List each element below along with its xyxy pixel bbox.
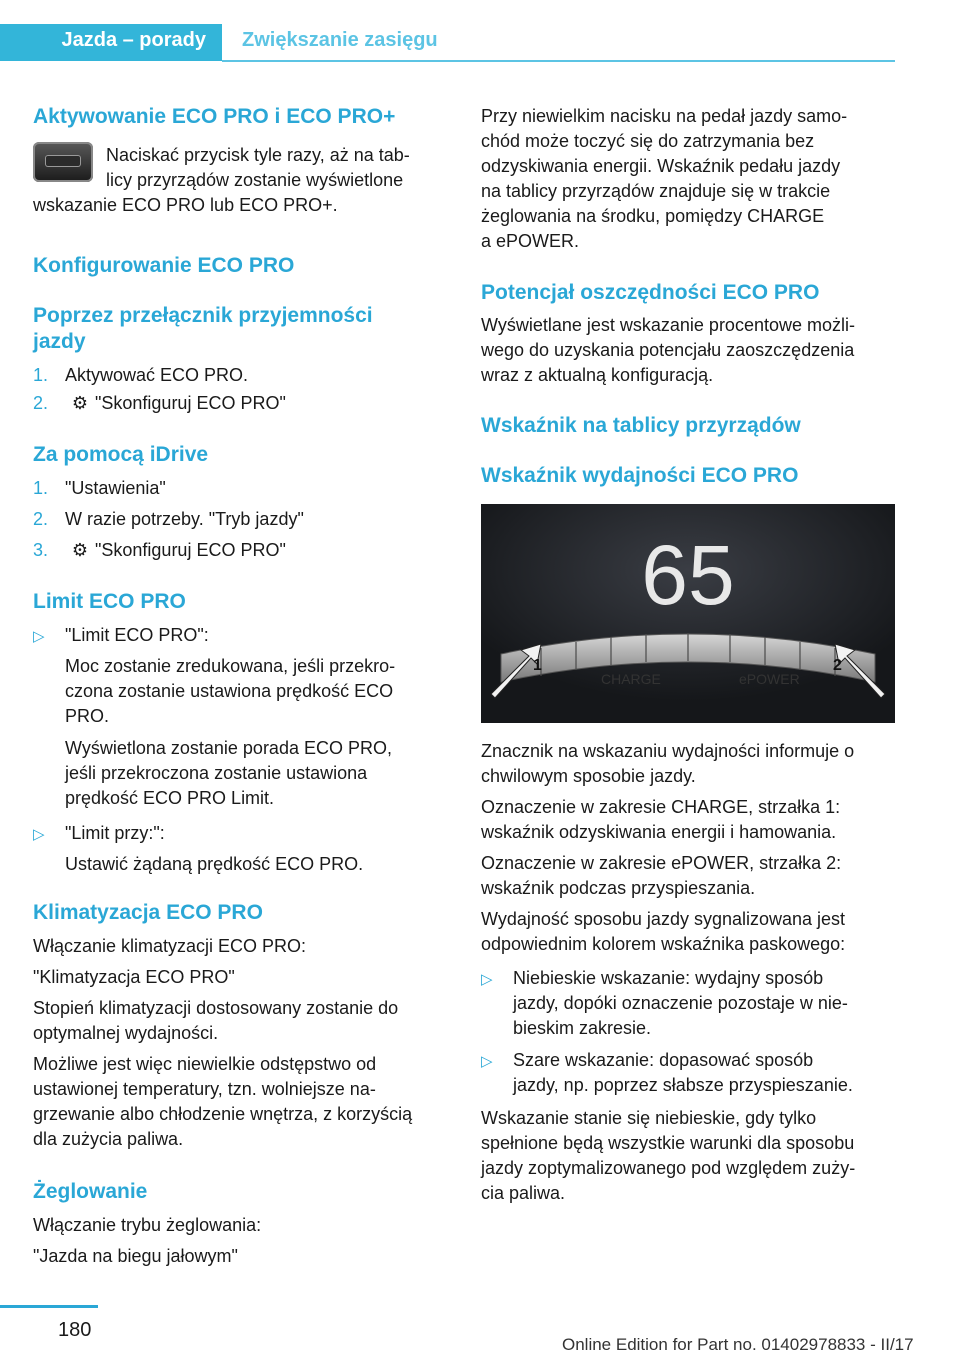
bullet-text: bieskim zakresie. xyxy=(513,1018,652,1038)
paragraph-line: Włączanie klimatyzacji ECO PRO: xyxy=(33,936,307,956)
efficiency-gauge-image xyxy=(481,504,895,723)
bullet-text: Wyświetlona zostanie porada ECO PRO, xyxy=(65,738,392,758)
triangle-bullet-icon: ▷ xyxy=(33,826,45,843)
paragraph-line: "Klimatyzacja ECO PRO" xyxy=(33,967,235,987)
edition-label: Online Edition for Part no. 01402978833 - II/17 xyxy=(562,1335,914,1354)
bullet-text: czona zostanie ustawiona prędkość ECO xyxy=(65,681,394,701)
list-item: 1. Aktywować ECO PRO. xyxy=(33,365,249,385)
paragraph-line: cia paliwa. xyxy=(481,1183,566,1203)
gauge-arrow-1: 1 xyxy=(533,657,542,674)
paragraph-line: jazdy zoptymalizowanego pod względem zuży- xyxy=(481,1158,856,1178)
paragraph-line: Możliwe jest więc niewielkie odstępstwo od xyxy=(33,1054,377,1074)
bullet-text: jazdy, np. poprzez słabsze przyspieszanie. xyxy=(513,1075,853,1095)
heading-activate: Aktywowanie ECO PRO i ECO PRO+ xyxy=(33,105,396,128)
paragraph-line: wego do uzyskania potencjału zaoszczędzenia xyxy=(481,340,855,360)
header-chapter-label: Zwiększanie zasięgu xyxy=(242,29,438,51)
paragraph-line: wskaźnik odzyskiwania energii i hamowania. xyxy=(481,822,837,842)
paragraph-line: odpowiednim kolorem wskaźnika paskowego: xyxy=(481,934,846,954)
paragraph-line: grzewanie albo chłodzenie wnętrza, z korzyścią xyxy=(33,1104,413,1124)
heading-indicator: Wskaźnik na tablicy przyrządów xyxy=(481,414,801,437)
page-number: 180 xyxy=(58,1319,92,1341)
paragraph-line: Oznaczenie w zakresie CHARGE, strzałka 1: xyxy=(481,797,841,817)
paragraph-line: "Jazda na biegu jałowym" xyxy=(33,1246,238,1266)
heading-switch: Poprzez przełącznik przyjemności xyxy=(33,304,373,327)
header-section-label: Jazda – porady xyxy=(61,29,206,51)
paragraph-line: Stopień klimatyzacji dostosowany zostanie do xyxy=(33,998,399,1018)
triangle-bullet-icon: ▷ xyxy=(481,1053,493,1070)
footer-rule xyxy=(0,1305,98,1308)
heading-sailing: Żeglowanie xyxy=(33,1180,148,1203)
heading-switch-cont: jazdy xyxy=(33,330,86,353)
paragraph-line: Znacznik na wskazaniu wydajności informuje o xyxy=(481,741,855,761)
bullet-text: jazdy, dopóki oznaczenie pozostaje w nie- xyxy=(513,993,848,1013)
list-item: 1. "Ustawienia" xyxy=(33,478,166,498)
paragraph-line: wraz z aktualną konfiguracją. xyxy=(481,365,714,385)
header-section-tab xyxy=(0,24,222,61)
eco-pro-button-icon xyxy=(33,142,93,182)
heading-climate: Klimatyzacja ECO PRO xyxy=(33,901,263,924)
paragraph-line: a ePOWER. xyxy=(481,231,580,251)
gear-icon: ⚙ xyxy=(71,393,89,413)
heading-config: Konfigurowanie ECO PRO xyxy=(33,254,295,277)
paragraph-line: spełnione będą wszystkie warunki dla sposobu xyxy=(481,1133,855,1153)
heading-idrive: Za pomocą iDrive xyxy=(33,443,209,466)
paragraph-line: odzyskiwania energii. Wskaźnik pedału jazdy xyxy=(481,156,841,176)
bullet-text: Ustawić żądaną prędkość ECO PRO. xyxy=(65,854,364,874)
gauge-charge-label: CHARGE xyxy=(601,671,661,687)
activate-text-line: wskazanie ECO PRO lub ECO PRO+. xyxy=(33,195,338,215)
heading-limit: Limit ECO PRO xyxy=(33,590,186,613)
paragraph-line: Przy niewielkim nacisku na pedał jazdy samo- xyxy=(481,106,848,126)
gauge-value: 65 xyxy=(641,528,735,622)
list-item: 3. ⚙ "Skonfiguruj ECO PRO" xyxy=(33,538,286,563)
bullet-item: ▷ "Limit ECO PRO": xyxy=(33,623,209,649)
paragraph-line: Wydajność sposobu jazdy sygnalizowana jest xyxy=(481,909,846,929)
paragraph-line: optymalnej wydajności. xyxy=(33,1023,219,1043)
paragraph-line: Wskazanie stanie się niebieskie, gdy tylko xyxy=(481,1108,817,1128)
activate-text-line: Naciskać przycisk tyle razy, aż na tab- xyxy=(106,145,410,165)
gauge-arrow-2: 2 xyxy=(833,657,842,674)
bullet-item: ▷ Niebieskie wskazanie: wydajny sposób xyxy=(481,966,823,992)
paragraph-line: na tablicy przyrządów znajduje się w trakcie xyxy=(481,181,831,201)
paragraph-line: chwilowym sposobie jazdy. xyxy=(481,766,696,786)
bullet-item: ▷ "Limit przy:": xyxy=(33,821,165,847)
list-item: 2. ⚙ "Skonfiguruj ECO PRO" xyxy=(33,391,286,416)
triangle-bullet-icon: ▷ xyxy=(481,971,493,988)
triangle-bullet-icon: ▷ xyxy=(33,628,45,645)
paragraph-line: wskaźnik podczas przyspieszania. xyxy=(481,878,756,898)
list-item: 2. W razie potrzeby. "Tryb jazdy" xyxy=(33,509,304,529)
paragraph-line: Oznaczenie w zakresie ePOWER, strzałka 2: xyxy=(481,853,842,873)
paragraph-line: ustawionej temperatury, tzn. wolniejsze na- xyxy=(33,1079,376,1099)
bullet-text: Moc zostanie zredukowana, jeśli przekro- xyxy=(65,656,396,676)
paragraph-line: Wyświetlane jest wskazanie procentowe możli- xyxy=(481,315,855,335)
gauge-epower-label: ePOWER xyxy=(739,671,800,687)
header-rule xyxy=(222,60,895,62)
heading-potential: Potencjał oszczędności ECO PRO xyxy=(481,281,820,304)
paragraph-line: żeglowania na środku, pomiędzy CHARGE xyxy=(481,206,825,226)
bullet-item: ▷ Szare wskazanie: dopasować sposób xyxy=(481,1048,813,1074)
bullet-text: prędkość ECO PRO Limit. xyxy=(65,788,275,808)
paragraph-line: chód może toczyć się do zatrzymania bez xyxy=(481,131,815,151)
activate-text-line: licy przyrządów zostanie wyświetlone xyxy=(106,170,404,190)
paragraph-line: dla zużycia paliwa. xyxy=(33,1129,184,1149)
bullet-text: jeśli przekroczona zostanie ustawiona xyxy=(65,763,368,783)
gear-icon: ⚙ xyxy=(71,540,89,560)
heading-efficiency: Wskaźnik wydajności ECO PRO xyxy=(481,464,799,487)
bullet-text: PRO. xyxy=(65,706,110,726)
paragraph-line: Włączanie trybu żeglowania: xyxy=(33,1215,262,1235)
